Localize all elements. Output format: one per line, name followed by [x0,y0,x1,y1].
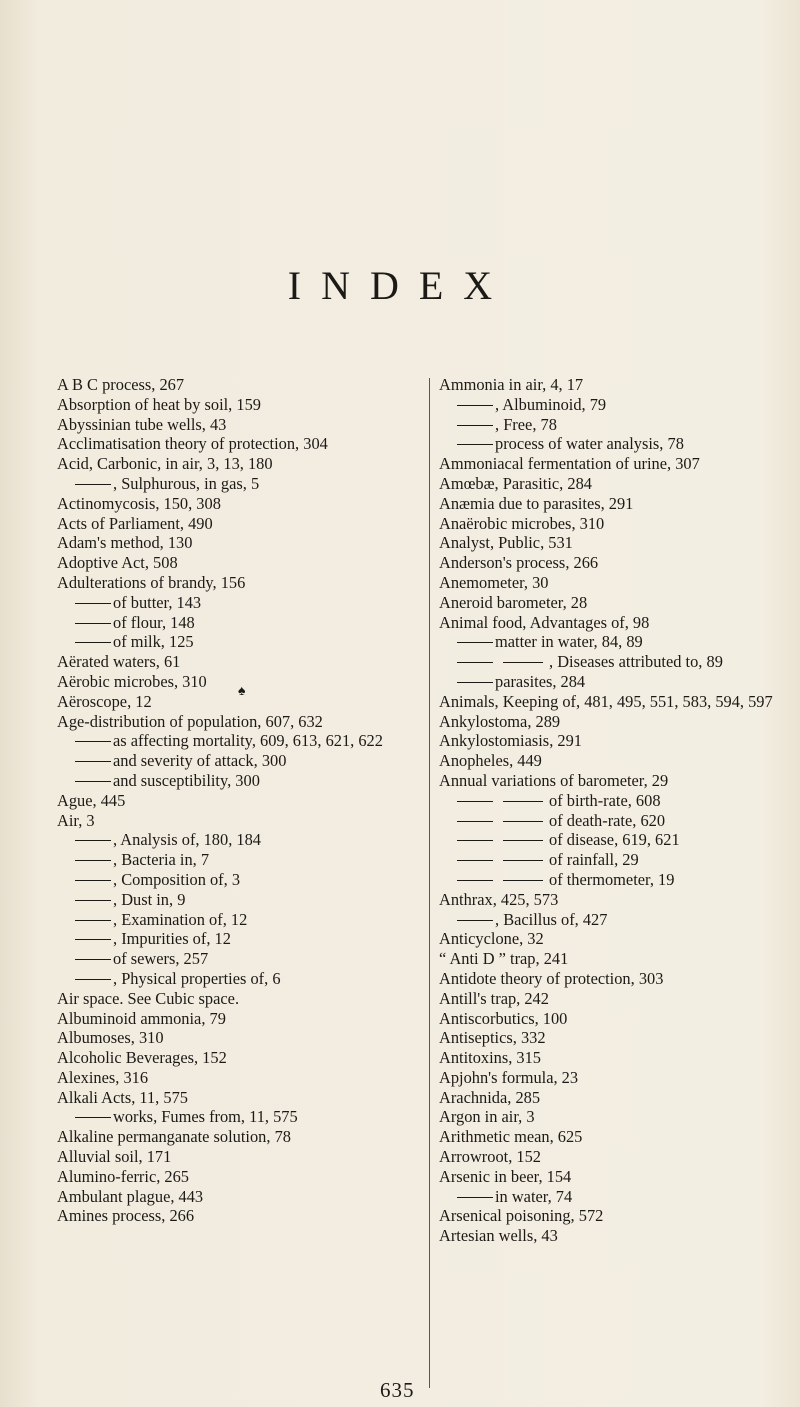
index-entry-text: of birth-rate, 608 [549,790,661,810]
index-entry [57,890,417,910]
index-entry [57,632,417,652]
index-entry-text: of death-rate, 620 [549,810,666,830]
index-entry-text: Alcoholic Beverages, 152 [57,1048,227,1068]
index-entry [439,593,794,613]
ditto-dash [75,979,111,980]
index-entry-text: Apjohn's formula, 23 [439,1067,579,1087]
ditto-dash [75,484,111,485]
index-entry-text: Ankylostomiasis, 291 [439,731,582,751]
index-entry-text: Age-distribution of population, 607, 632 [57,711,323,731]
ditto-dash [457,821,493,822]
index-entry-text: and severity of attack, 300 [113,751,287,771]
index-entry-text: of flour, 148 [113,612,195,632]
index-entry [57,712,417,732]
index-entry [439,1147,794,1167]
index-entry-text: Anthrax, 425, 573 [439,889,559,909]
index-entry-text: Amœbæ, Parasitic, 284 [439,473,592,493]
index-entry-text: , Analysis of, 180, 184 [113,830,261,850]
index-entry-text: Artesian wells, 43 [439,1226,558,1246]
index-entry-text: Analyst, Public, 531 [439,533,573,553]
index-entry-text: in water, 74 [495,1186,573,1206]
index-entry [57,613,417,633]
index-entry-text: of rainfall, 29 [549,850,639,870]
index-entry [439,791,794,811]
ditto-dash [75,840,111,841]
ditto-dash [503,821,543,822]
index-entry-text: Anopheles, 449 [439,751,542,771]
index-entry-text: Antiseptics, 332 [439,1028,546,1048]
ditto-dash [75,781,111,782]
index-entry-text: , Sulphurous, in gas, 5 [113,473,260,493]
index-entry-text: Animal food, Advantages of, 98 [439,612,650,632]
index-entry-text: and susceptibility, 300 [113,770,260,790]
ditto-dash [75,900,111,901]
index-entry-text: Antiscorbutics, 100 [439,1008,568,1028]
index-entry [439,415,794,435]
index-entry [57,395,417,415]
index-entry [57,553,417,573]
index-entry [439,474,794,494]
ditto-dash [503,880,543,881]
index-entry [439,712,794,732]
index-entry-text: as affecting mortality, 609, 613, 621, 622 [113,731,383,751]
printer-mark-icon: ♠ [238,684,246,699]
index-entry [57,1107,417,1127]
index-entry [57,1187,417,1207]
index-column-right [439,375,794,1246]
ditto-dash [75,761,111,762]
index-entry-text: of thermometer, 19 [549,869,675,889]
index-entry [439,1187,794,1207]
index-entry [57,652,417,672]
index-entry [57,514,417,534]
index-entry [439,929,794,949]
index-entry-text: Anticyclone, 32 [439,929,544,949]
index-entry [439,1206,794,1226]
index-entry-text: Acts of Parliament, 490 [57,513,213,533]
index-entry [57,415,417,435]
index-entry [57,672,417,692]
index-entry [57,474,417,494]
index-entry [57,751,417,771]
index-entry [57,1048,417,1068]
index-entry [439,652,794,672]
ditto-dash [503,801,543,802]
index-entry [439,692,794,712]
index-entry-text: “ Anti D ” trap, 241 [439,949,569,969]
index-entry-text: Argon in air, 3 [439,1107,535,1127]
index-entry-text: Aërobic microbes, 310 [57,671,207,691]
index-entry-text: Amines process, 266 [57,1206,195,1226]
index-entry-text: Ankylostoma, 289 [439,711,561,731]
index-entry-text: of milk, 125 [113,632,194,652]
index-entry-text: Ague, 445 [57,790,126,810]
index-entry-text: Adoptive Act, 508 [57,553,178,573]
index-entry-text: Alkaline permanganate solution, 78 [57,1127,291,1147]
index-entry [57,375,417,395]
ditto-dash [75,741,111,742]
index-entry-text: , Dust in, 9 [113,889,186,909]
index-entry [57,771,417,791]
ditto-dash [75,860,111,861]
index-entry-text: process of water analysis, 78 [495,434,684,454]
index-entry-text: , Physical properties of, 6 [113,968,281,988]
index-entry [57,811,417,831]
index-entry [57,791,417,811]
index-entry [439,1127,794,1147]
index-entry-text: Alluvial soil, 171 [57,1147,172,1167]
index-entry-text: Animals, Keeping of, 481, 495, 551, 583, 594, 597 [439,691,773,711]
index-entry [439,910,794,930]
ditto-dash [457,444,493,445]
index-entry-text: parasites, 284 [495,671,586,691]
ditto-dash [457,840,493,841]
index-entry [57,1009,417,1029]
index-entry-text: Ambulant plague, 443 [57,1186,204,1206]
index-entry-text: Arsenical poisoning, 572 [439,1206,604,1226]
index-entry [57,1147,417,1167]
index-entry-text: , Bacteria in, 7 [113,850,210,870]
ditto-dash [75,623,111,624]
index-entry [439,870,794,890]
index-entry-text: Air, 3 [57,810,95,830]
ditto-dash [457,920,493,921]
index-entry [57,850,417,870]
ditto-dash [457,880,493,881]
index-entry [57,692,417,712]
ditto-dash [457,860,493,861]
index-entry [57,494,417,514]
index-entry [439,1009,794,1029]
index-entry [439,672,794,692]
index-entry-text: Antill's trap, 242 [439,988,549,1008]
index-entry [57,731,417,751]
index-entry [57,454,417,474]
index-entry-text: Anæmia due to parasites, 291 [439,493,634,513]
ditto-dash [503,840,543,841]
index-entry-text: Alkali Acts, 11, 575 [57,1087,188,1107]
ditto-dash [75,939,111,940]
ditto-dash [75,959,111,960]
index-entry [439,434,794,454]
index-entry-text: Acclimatisation theory of protection, 304 [57,434,328,454]
index-entry-text: , Albuminoid, 79 [495,394,607,414]
index-entry-text: , Composition of, 3 [113,869,241,889]
index-entry-text: Alumino-ferric, 265 [57,1166,189,1186]
index-entry-text: Antitoxins, 315 [439,1048,541,1068]
index-entry [57,1206,417,1226]
index-entry-text: Arachnida, 285 [439,1087,541,1107]
ditto-dash [457,405,493,406]
index-entry [439,771,794,791]
index-entry [57,434,417,454]
column-divider [429,378,430,1388]
index-entry [439,632,794,652]
index-entry-text: Annual variations of barometer, 29 [439,770,669,790]
index-entry [439,375,794,395]
index-entry-text: Anemometer, 30 [439,572,549,592]
index-entry-text: Ammoniacal fermentation of urine, 307 [439,454,700,474]
index-entry [439,533,794,553]
index-entry [57,929,417,949]
ditto-dash [503,860,543,861]
index-entry-text: Aëroscope, 12 [57,691,152,711]
index-entry-text: Arsenic in beer, 154 [439,1166,572,1186]
index-column-left [57,375,417,1226]
index-entry [57,1127,417,1147]
ditto-dash [75,603,111,604]
index-entry [439,613,794,633]
index-entry [57,573,417,593]
index-entry [439,1167,794,1187]
index-entry [439,494,794,514]
index-entry [439,830,794,850]
index-entry-text: Anaërobic microbes, 310 [439,513,605,533]
index-entry [439,1088,794,1108]
index-entry-text: of disease, 619, 621 [549,830,680,850]
index-entry-text: Antidote theory of protection, 303 [439,968,664,988]
index-entry-text: , Bacillus of, 427 [495,909,608,929]
index-entry [57,949,417,969]
index-entry-text: , Impurities of, 12 [113,929,231,949]
index-entry [439,850,794,870]
index-entry [439,751,794,771]
index-entry-text: Acid, Carbonic, in air, 3, 13, 180 [57,454,273,474]
ditto-dash [75,920,111,921]
index-entry [57,1088,417,1108]
ditto-dash [503,662,543,663]
page-title: INDEX [287,263,513,308]
index-entry-text: Alexines, 316 [57,1067,149,1087]
index-entry [439,731,794,751]
index-entry [57,830,417,850]
index-entry-text: works, Fumes from, 11, 575 [113,1107,298,1127]
index-entry-text: Albuminoid ammonia, 79 [57,1008,226,1028]
index-entry [439,1107,794,1127]
index-entry-text: Albumoses, 310 [57,1028,164,1048]
page-number: 635 [380,1378,415,1402]
ditto-dash [75,642,111,643]
index-entry [57,989,417,1009]
index-entry [439,811,794,831]
index-entry [57,1068,417,1088]
ditto-dash [75,1117,111,1118]
index-entry-text: Arrowroot, 152 [439,1147,541,1167]
index-entry [439,553,794,573]
index-entry [439,1048,794,1068]
index-entry [439,395,794,415]
index-entry-text: Actinomycosis, 150, 308 [57,493,221,513]
index-entry [439,514,794,534]
index-entry [439,890,794,910]
index-entry [439,1028,794,1048]
index-entry [57,969,417,989]
index-entry-text: matter in water, 84, 89 [495,632,643,652]
ditto-dash [457,662,493,663]
index-entry-text: Absorption of heat by soil, 159 [57,394,261,414]
index-entry-text: Adam's method, 130 [57,533,193,553]
ditto-dash [457,801,493,802]
ditto-dash [457,1197,493,1198]
index-entry [57,1167,417,1187]
ditto-dash [75,880,111,881]
index-entry-text: of sewers, 257 [113,949,209,969]
index-entry [439,454,794,474]
index-entry [57,593,417,613]
index-entry-text: Anderson's process, 266 [439,553,599,573]
index-entry [439,969,794,989]
ditto-dash [457,642,493,643]
index-entry-text: of butter, 143 [113,592,202,612]
index-entry-text: , Diseases attributed to, 89 [549,652,723,672]
index-entry [57,870,417,890]
index-entry-text: Aneroid barometer, 28 [439,592,588,612]
index-entry-text: Air space. See Cubic space. [57,988,240,1008]
index-entry-text: Adulterations of brandy, 156 [57,572,246,592]
index-entry-text: , Free, 78 [495,414,557,434]
index-entry-text: Arithmetic mean, 625 [439,1127,583,1147]
index-entry-text: , Examination of, 12 [113,909,248,929]
index-entry-text: Aërated waters, 61 [57,652,181,672]
index-entry [439,573,794,593]
index-entry [439,949,794,969]
ditto-dash [457,682,493,683]
index-entry [439,1226,794,1246]
index-entry-text: Ammonia in air, 4, 17 [439,375,584,394]
index-entry [57,533,417,553]
index-entry-text: A B C process, 267 [57,375,185,394]
index-entry [439,989,794,1009]
index-entry-text: Abyssinian tube wells, 43 [57,414,227,434]
ditto-dash [457,425,493,426]
index-entry [57,910,417,930]
index-entry [439,1068,794,1088]
index-entry [57,1028,417,1048]
